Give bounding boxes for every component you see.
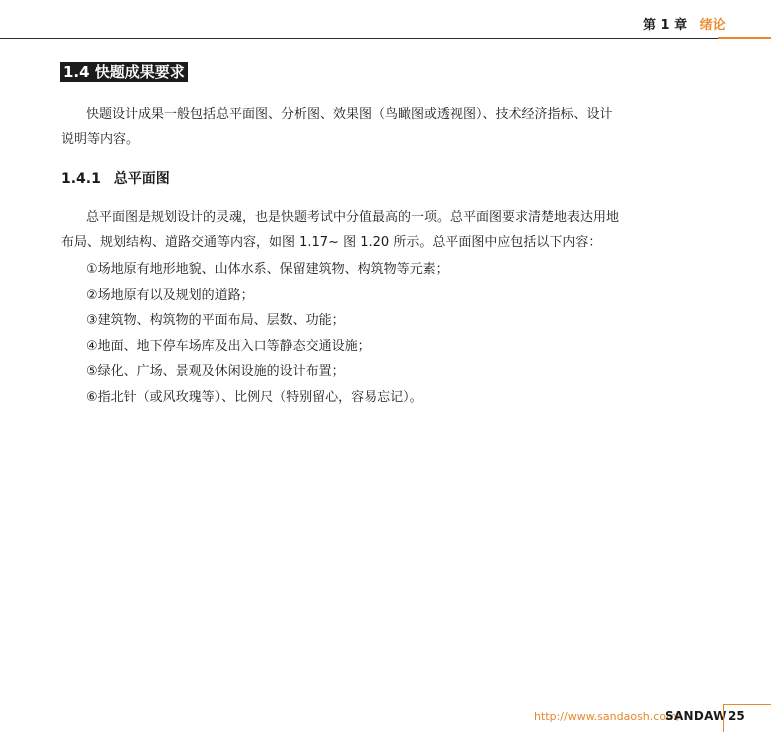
intro-paragraph	[61, 102, 621, 152]
subsection-heading	[61, 169, 170, 189]
footer-brand-logo: SANDAW	[665, 709, 727, 723]
chapter-title: 绪论	[699, 18, 726, 33]
list-item: ③建筑物、构筑物的平面布局、层数、功能；	[86, 313, 345, 329]
subsection-paragraph	[61, 205, 621, 255]
list-item: ④地面、地下停车场库及出入口等静态交通设施；	[86, 338, 371, 354]
paragraph-line: 快题设计成果一般包括总平面图、分析图、效果图（鸟瞰图或透视图）、技术经济指标、设计	[86, 107, 613, 122]
content-list	[86, 257, 449, 411]
list-item: ⑤绿化、广场、景观及休闲设施的设计布置；	[86, 364, 345, 380]
running-header	[643, 18, 726, 34]
list-item: ⑥指北针（或风玫瑰等）、比例尺（特别留心，容易忘记）。	[86, 389, 423, 405]
page-number: 25	[728, 709, 745, 723]
list-item: ①场地原有地形地貌、山体水系、保留建筑物、构筑物等元素；	[86, 262, 449, 277]
header-accent-bar	[718, 37, 771, 39]
paragraph-line: 总平面图是规划设计的灵魂，也是快题考试中分值最高的一项。总平面图要求清楚地表达用地	[86, 210, 620, 225]
subsection-title: 总平面图	[113, 171, 170, 187]
paragraph-line: 说明等内容。	[61, 132, 140, 147]
section-heading: 1.4 快题成果要求	[60, 62, 188, 82]
paragraph-line: 布局、规划结构、道路交通等内容，如图 1.17~ 图 1.20 所示。总平面图中应包括以下内容：	[61, 235, 602, 250]
footer-url[interactable]: http://www.sandaosh.com/	[534, 710, 681, 723]
header-divider	[0, 38, 718, 39]
list-item: ②场地原有以及规划的道路；	[86, 287, 254, 303]
chapter-number: 第 1 章	[643, 18, 688, 33]
subsection-number: 1.4.1	[61, 171, 101, 187]
